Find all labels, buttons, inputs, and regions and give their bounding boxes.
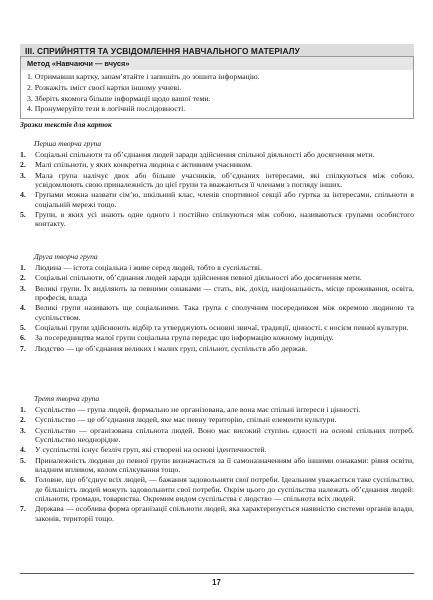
card-item	[20, 323, 414, 332]
item-number: 2.	[20, 273, 26, 283]
group-title: Друга творча група	[34, 252, 98, 261]
method-step: 1. Отримавши картку, запам’ятайте і запишіть до зошита інформацію.	[27, 72, 260, 81]
item-number: 1.	[20, 405, 26, 414]
card-list	[20, 405, 414, 524]
page-number: 17	[212, 578, 221, 587]
card-list	[20, 150, 414, 230]
card-item	[20, 160, 414, 169]
item-number: 4.	[20, 190, 26, 200]
method-steps	[21, 70, 413, 118]
card-list	[20, 263, 414, 354]
item-text: Соціальні спільноти, об’єднання людей заради здійснення певної діяльності або досягнення мети.	[35, 273, 362, 283]
card-item	[20, 303, 414, 322]
section-title: ІІІ. СПРИЙНЯТТЯ ТА УСВІДОМЛЕННЯ НАВЧАЛЬНОГО МАТЕРІАЛУ	[20, 44, 414, 58]
card-item	[20, 475, 414, 503]
item-text: У суспільстві існує безліч груп, які створені на основі ідентичностей.	[35, 445, 267, 455]
item-number: 7.	[20, 343, 26, 353]
item-text: Людство — це об’єднання великих і малих груп, спільнот, суспільств або держав.	[35, 343, 308, 353]
group-title: Третя творча група	[34, 394, 100, 403]
item-number: 3.	[20, 283, 26, 293]
method-step: 4. Пронумеруйте тези в логічній послідовності.	[27, 104, 186, 114]
item-text: Держава — особлива форма організації спільноти людей, яка характеризується наявністю системи органів влади, законів, території тощо.	[35, 504, 414, 523]
card-item	[20, 150, 414, 159]
item-number: 4.	[20, 445, 26, 455]
item-text: Мала група налічує двох або більше учасників, об’єднаних інтересами, які спілкуються між собою, усвідомлюють свою приналежність до цієї групи та вважаються її членами з погляду інших.	[35, 170, 414, 189]
item-text: Соціальні групи здійснюють відбір та утверджують основні звичаї, традиції, цінності, є носієм певної культури.	[35, 323, 409, 332]
method-title: Метод «Навчаючи — вчуся»	[21, 57, 413, 70]
item-number: 5.	[20, 455, 26, 465]
card-item	[20, 333, 414, 342]
item-text: Малі спільноти, у яких конкретна людина є активним учасником.	[35, 160, 253, 170]
item-number: 6.	[20, 333, 26, 343]
item-text: Приналежність людини до певної групи визначається за її самоназначенням або іншими ознаками: рівня освіти, владним впливом, колом спілкування тощо.	[35, 455, 414, 474]
card-item	[20, 405, 414, 414]
card-item	[20, 445, 414, 454]
item-text: Групами можна назвати сім’ю, шкільний клас, членів спортивної секції або гуртка за інтересами, спільноти в соціальній мережі тощо.	[35, 190, 414, 209]
item-number: 6.	[20, 475, 26, 485]
card-item	[20, 171, 414, 190]
item-text: За посередництва малої групи соціальна група передає цю інформацію кожному індивіду.	[35, 333, 334, 343]
samples-title: Зразки текстів для карток	[20, 120, 112, 129]
item-number: 5.	[20, 323, 26, 332]
card-item	[20, 190, 414, 209]
group-title: Перша творча група	[34, 139, 102, 148]
item-number: 4.	[20, 303, 26, 313]
item-number: 5.	[20, 210, 26, 219]
card-item	[20, 426, 414, 445]
item-number: 1.	[20, 263, 26, 272]
item-number: 2.	[20, 160, 26, 170]
item-number: 3.	[20, 425, 26, 435]
card-item	[20, 504, 414, 523]
method-box	[20, 56, 414, 119]
card-item	[20, 273, 414, 282]
footer-divider	[20, 573, 414, 574]
item-text: Суспільство — це об’єднання людей, яке має певну територію, спільні елементи культури.	[35, 415, 337, 425]
card-item	[20, 263, 414, 272]
method-step: 2. Розкажіть зміст своєї картки іншому учневі.	[27, 82, 182, 92]
item-text: Великі групи називають ще соціальними. Така група є сполучним посередником між окремою людиною та суспільством.	[35, 303, 414, 322]
method-step: 3. Зберіть якомога більше інформації щодо вашої теми.	[27, 93, 211, 103]
item-number: 1.	[20, 150, 26, 159]
card-item	[20, 415, 414, 424]
item-text: Великі групи. Їх виділяють за певними ознаками — стать, вік, дохід, національність, місце проживання, освіта, професія, влада	[35, 283, 414, 302]
item-text: Групи, в яких усі знають одне одного і постійно спілкуються між собою, називаються групами особистого контакту.	[35, 210, 414, 229]
card-item	[20, 284, 414, 303]
item-text: Головне, що об’єднує всіх людей, — бажання задовольняти свої потреби. Ідеальним уважається таке суспільство, де більшість людей можуть задовольнити свої потреби. Окрім цього до суспільства належать об’єднання людей: спільноти, громади, товариства. Окремим видом суспільства є людство — спільнота всіх людей.	[35, 475, 414, 504]
item-text: Суспільство — група людей, формально не організована, але вона має спільні інтереси і цінності.	[35, 405, 361, 414]
card-item	[20, 210, 414, 229]
item-number: 7.	[20, 504, 26, 514]
item-text: Соціальні спільноти та об’єднання людей заради здійснення спільної діяльності або досягнення мети.	[35, 150, 375, 159]
item-text: Суспільство — організована спільнота людей. Воно має високий ступінь єдності на основі спільних потреб. Суспільство неоднорідне.	[35, 425, 414, 444]
item-number: 2.	[20, 415, 26, 425]
card-item	[20, 456, 414, 475]
card-item	[20, 344, 414, 353]
item-number: 3.	[20, 170, 26, 180]
item-text: Людина — істота соціальна і живе серед людей, тобто в суспільстві.	[35, 263, 262, 272]
